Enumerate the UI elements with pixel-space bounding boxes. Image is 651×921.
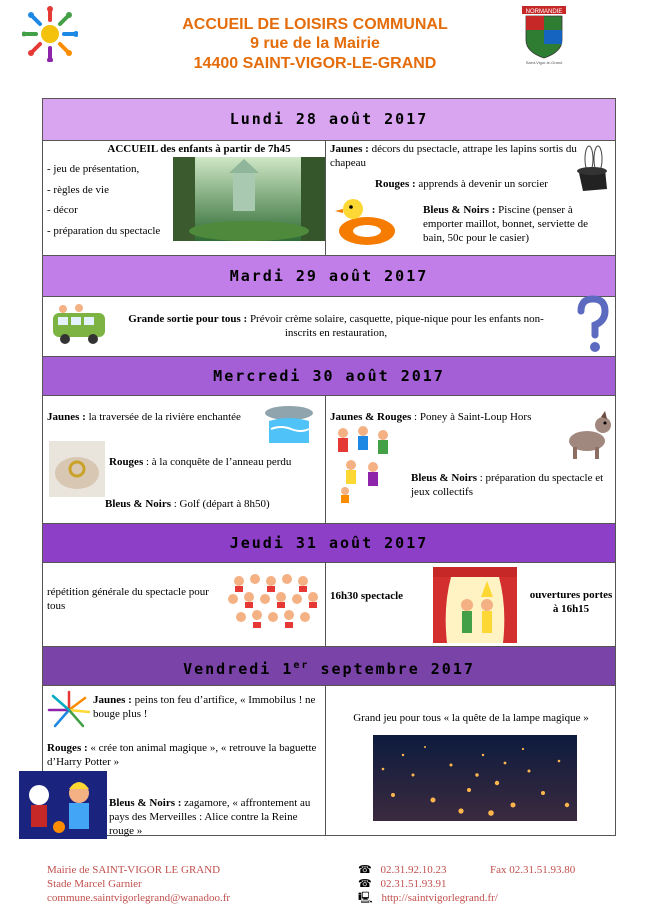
monday-item-4: - préparation du spectacle xyxy=(47,225,161,237)
wednesday-rouges-label: Rouges xyxy=(109,456,144,468)
children-group-image xyxy=(333,423,395,503)
friday-title xyxy=(183,660,475,678)
footer-web-row xyxy=(358,891,498,906)
footer-email[interactable]: commune.saintvigorlegrand@wanadoo.fr xyxy=(47,892,231,904)
friday-title-sup: er xyxy=(293,660,310,671)
wednesday-title: Mercredi 30 août 2017 xyxy=(213,367,445,385)
thursday-doors: ouvertures portes à 16h15 xyxy=(529,589,613,615)
tuesday-title: Mardi 29 août 2017 xyxy=(229,267,429,285)
friday-title-rest: septembre 2017 xyxy=(309,660,475,678)
monday-jaunes xyxy=(330,142,610,170)
crest-label: NORMANDIE xyxy=(525,9,563,15)
header-city: 14400 SAINT-VIGOR-LE-GRAND xyxy=(193,55,437,72)
wednesday-bn xyxy=(411,471,611,499)
friday-rouges xyxy=(47,741,317,769)
friday-title-main: Vendredi 1 xyxy=(183,660,294,678)
tuesday-text: Prévoir crème solaire, casquette, pique-nique pour les enfants non-inscrits en restauration, xyxy=(249,313,544,339)
friday-jaunes-label: Jaunes : xyxy=(93,694,132,706)
monday-item-3: - décor xyxy=(47,204,78,216)
wednesday-bleus-label: Bleus & Noirs xyxy=(105,498,171,510)
footer-tel1: 02.31.92.10.23 xyxy=(380,864,447,876)
friday-right-text: Grand jeu pour tous « la quête de la lampe magique » xyxy=(353,712,589,724)
alice-wonderland-image xyxy=(19,771,107,839)
enchanted-forest-image xyxy=(173,157,325,241)
footer-url[interactable]: http://saintvigorlegrand.fr/ xyxy=(381,892,498,904)
crest-motto: Saint-Vigor-le-Grand xyxy=(525,60,563,65)
thursday-band xyxy=(43,523,615,563)
wednesday-jr xyxy=(330,410,570,424)
wednesday-jr-label: Jaunes & Rouges xyxy=(330,411,412,423)
question-mark-icon xyxy=(573,295,611,355)
monday-item-2: - règles de vie xyxy=(47,184,109,196)
choir-image xyxy=(225,569,321,633)
magic-hat-icon xyxy=(571,145,613,193)
footer-fax: Fax 02.31.51.93.80 xyxy=(490,864,576,876)
normandie-crest xyxy=(518,4,570,66)
wednesday-jr-text: : Poney à Saint-Loup Hors xyxy=(414,411,532,423)
monday-jaunes-text: décors du psectacle, attrape les lapins sortis du chapeau xyxy=(330,143,577,169)
monday-left-heading: ACCUEIL des enfants à partir de 7h45 xyxy=(107,143,291,155)
header-address: 9 rue de la Mairie xyxy=(250,35,380,52)
wednesday-bn-text: : préparation du spectacle et jeux collectifs xyxy=(411,472,604,498)
globe-icon: 🖳 xyxy=(358,892,373,904)
thursday-title: Jeudi 31 août 2017 xyxy=(229,534,429,552)
monday-item-1: - jeu de présentation, xyxy=(47,163,140,175)
footer-mairie: Mairie de SAINT-VIGOR LE GRAND xyxy=(47,864,221,876)
weekly-schedule xyxy=(42,98,616,836)
wednesday-rouges xyxy=(109,455,295,469)
header-title: ACCUEIL DE LOISIRS COMMUNAL xyxy=(182,16,448,33)
monday-bleus-text: Piscine (penser à emporter maillot, bonnet, serviette de bain, 50c pour le casier) xyxy=(423,204,588,244)
phone-icon: ☎ xyxy=(358,864,372,876)
monday-rouges-label: Rouges : xyxy=(375,178,416,190)
monday-rouges xyxy=(375,177,575,191)
phone-icon: ☎ xyxy=(358,878,372,890)
theatre-stage-image xyxy=(433,567,517,643)
ring-hands-image xyxy=(49,441,105,497)
monday-jaunes-label: Jaunes : xyxy=(330,143,369,155)
thursday-left-text: répétition générale du spectacle pour tous xyxy=(47,586,209,612)
thursday-time: 16h30 spectacle xyxy=(330,590,404,602)
monday-bleus-label: Bleus & Noirs : xyxy=(423,204,496,216)
monday-band xyxy=(43,99,615,141)
friday-jaunes xyxy=(93,693,323,721)
footer-tel2: 02.31.51.93.91 xyxy=(380,878,447,890)
monday-title: Lundi 28 août 2017 xyxy=(229,110,429,128)
wednesday-jaunes-label: Jaunes : xyxy=(47,411,86,423)
friday-jaunes-text: peins ton feu d’artifice, « Immobilus ! ne bouge plus ! xyxy=(93,694,316,720)
friday-bleus-text: zagamore, « affrontement au pays des Merveilles : Alice contre la Reine rouge » xyxy=(109,797,311,837)
monday-rouges-text: apprends à devenir un sorcier xyxy=(418,178,548,190)
sun-people-logo xyxy=(22,6,78,62)
fireworks-icon xyxy=(47,690,91,730)
friday-rouges-text: « crée ton animal magique », « retrouve la baguette d’Harry Potter » xyxy=(47,742,317,768)
wednesday-jaunes xyxy=(47,410,267,424)
friday-bleus-label: Bleus & Noirs : xyxy=(109,797,182,809)
tuesday-label: Grande sortie pour tous : xyxy=(128,313,248,325)
sky-lanterns-image xyxy=(373,735,577,821)
friday-band xyxy=(43,646,615,686)
pony-icon xyxy=(561,411,615,461)
wednesday-jaunes-text: la traversée de la rivière enchantée xyxy=(88,411,241,423)
tuesday-text-block xyxy=(113,312,559,340)
friday-rouges-label: Rouges : xyxy=(47,742,88,754)
wednesday-band xyxy=(43,356,615,396)
wednesday-bleus xyxy=(105,497,325,511)
footer-phone-row-1 xyxy=(358,863,446,878)
footer-phone-row-2 xyxy=(358,877,446,892)
river-icon xyxy=(263,403,315,447)
duck-float-icon xyxy=(335,195,399,249)
friday-bleus xyxy=(109,796,323,838)
wednesday-bn-label: Bleus & Noirs xyxy=(411,472,477,484)
monday-bleus xyxy=(423,203,609,245)
bus-icon xyxy=(49,301,111,349)
wednesday-rouges-text: : à la conquête de l’anneau perdu xyxy=(145,456,292,468)
tuesday-band xyxy=(43,255,615,297)
footer-stade: Stade Marcel Garnier xyxy=(47,878,142,890)
wednesday-bleus-text: : Golf (départ à 8h50) xyxy=(173,498,270,510)
